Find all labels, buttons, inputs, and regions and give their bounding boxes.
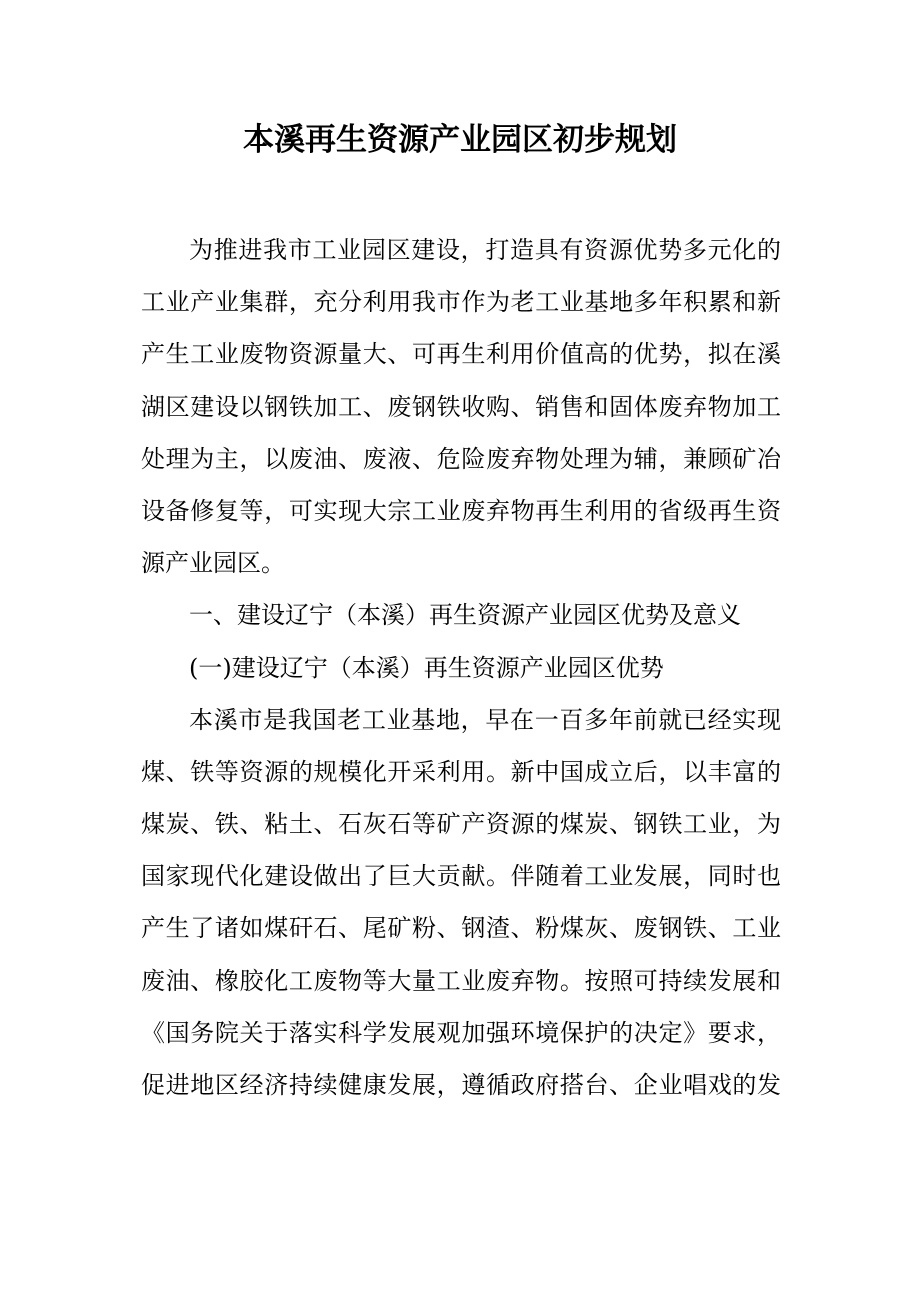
paragraph-2-line: 国家现代化建设做出了巨大贡献。伴随着工业发展，同时也 [141,862,781,891]
paragraph-1-line: 处理为主，以废油、废液、危险废弃物处理为辅，兼顾矿冶 [141,444,781,473]
paragraph-1-line: 工业产业集群，充分利用我市作为老工业基地多年积累和新 [141,288,781,317]
paragraph-2-line: 煤、铁等资源的规模化开采利用。新中国成立后，以丰富的 [141,757,781,786]
paragraph-2-line: 废油、橡胶化工废物等大量工业废弃物。按照可持续发展和 [141,966,781,995]
paragraph-1-line: 为推进我市工业园区建设，打造具有资源优势多元化的 [189,236,781,264]
document-body [141,224,781,1111]
paragraph-2-line: 促进地区经济持续健康发展，遵循政府搭台、企业唱戏的发 [141,1071,781,1099]
paragraph-1-line: 产生工业废物资源量大、可再生利用价值高的优势，拟在溪 [141,340,781,369]
paragraph-1-line: 湖区建设以钢铁加工、废钢铁收购、销售和固体废弃物加工 [141,392,781,421]
paragraph-2-line: 煤炭、铁、粘土、石灰石等矿产资源的煤炭、钢铁工业，为 [141,810,781,839]
document-title: 本溪再生资源产业园区初步规划 [243,122,677,158]
paragraph-1-line: 源产业园区。 [141,549,285,578]
section-heading: 一、建设辽宁（本溪）再生资源产业园区优势及意义 [189,601,741,630]
paragraph-2-line: 本溪市是我国老工业基地，早在一百多年前就已经实现 [189,705,781,734]
paragraph-2-line: 《国务院关于落实科学发展观加强环境保护的决定》要求， [141,1018,781,1047]
paragraph-1-line: 设备修复等，可实现大宗工业废弃物再生利用的省级再生资 [141,496,781,525]
subsection-heading: (一)建设辽宁（本溪）再生资源产业园区优势 [189,653,664,682]
paragraph-2-line: 产生了诸如煤矸石、尾矿粉、钢渣、粉煤灰、废钢铁、工业 [141,914,781,943]
